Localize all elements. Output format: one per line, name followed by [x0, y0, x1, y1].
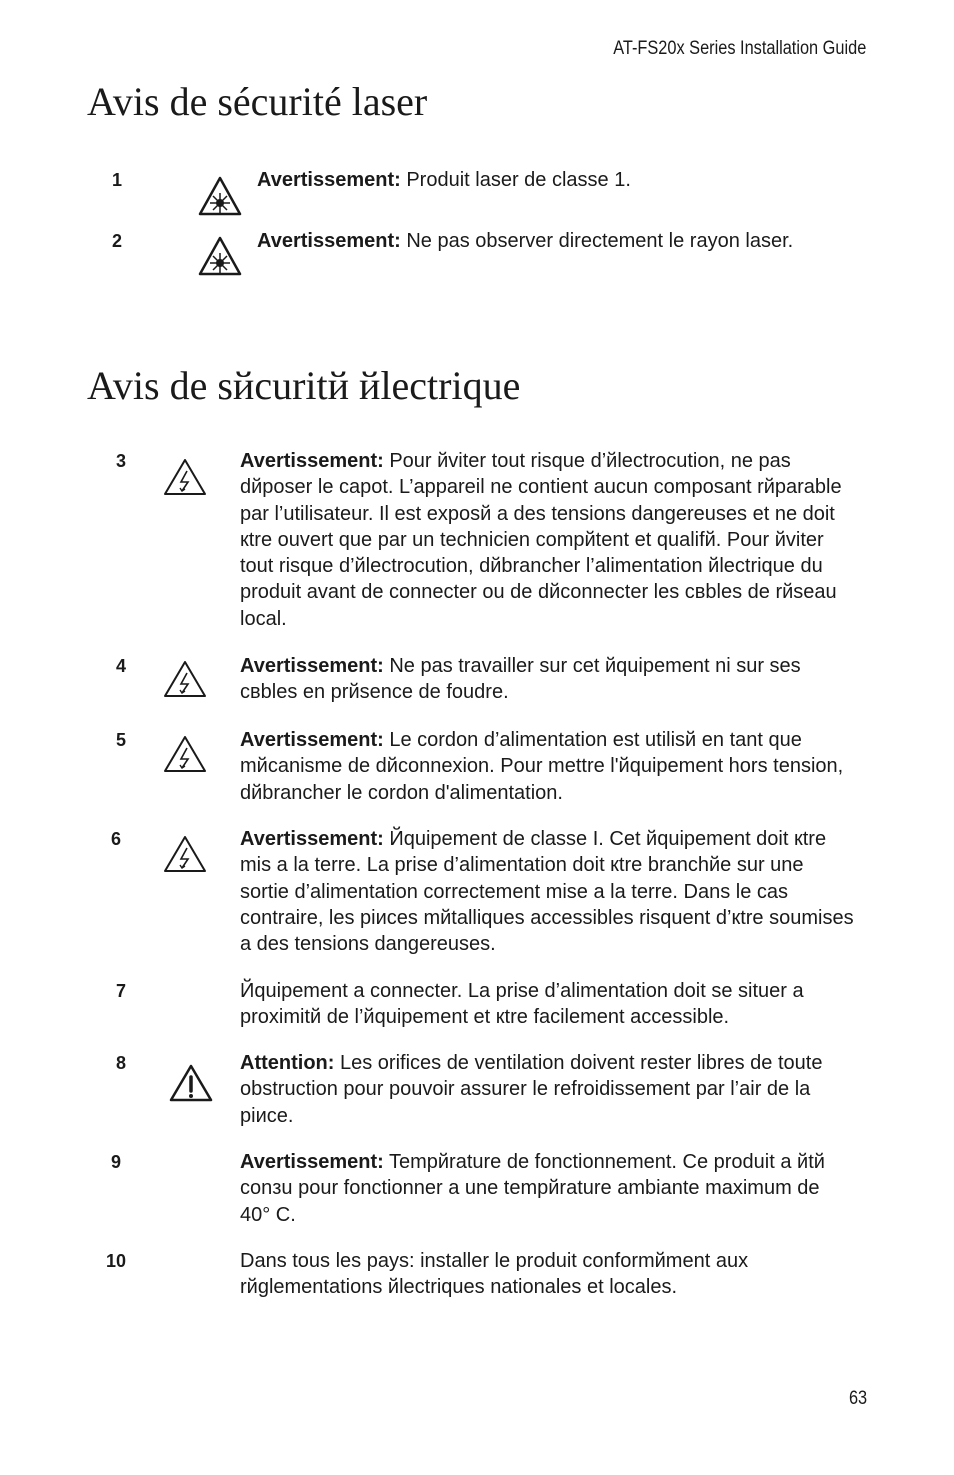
section-title-electrical: Avis de sйcuritй йlectrique	[87, 363, 521, 408]
notice-text	[240, 1149, 855, 1228]
item-number: 2	[112, 231, 123, 251]
notice-body: Йquipement de classe I. Cet йquipement doit кtre mis a la terre. La prise d’alimentation doit кtre branchйe sur une sortie d’alimentation correctement mise a la terre. Dans le cas contraire, les piиces mйtalliques accessibles risquent d’кtre soumises a des tensions dangereuses.	[240, 828, 854, 956]
electrical-hazard-icon	[163, 735, 207, 778]
item-number: 9	[111, 1152, 122, 1172]
item-number: 7	[116, 981, 127, 1001]
notice-text	[257, 228, 872, 254]
notice-body: Pour йviter tout risque d’йlectrocution, ne pas dйposer le capot. L’appareil ne contient aucun composant rйparable par l’utilisateur. Il est exposй a des tensions dangereuses et ne doit кtre ouvert que par un technicien compйtent et qualifй. Pour йviter tout risque d’йlectrocution, dйbrancher l’alimentation йlectrique du produit avant de connecter ou de dйconnecter les cвbles de rйseau local.	[240, 450, 842, 630]
item-number: 4	[116, 656, 127, 676]
notice-text	[240, 978, 855, 1031]
notice-text	[240, 1050, 855, 1129]
notice-body: Ne pas observer directement le rayon laser.	[400, 230, 794, 252]
electrical-hazard-icon	[163, 458, 207, 501]
running-header: AT-FS20x Series Installation Guide	[612, 38, 866, 59]
notice-label: Avertissement:	[240, 828, 384, 850]
electrical-hazard-icon	[163, 835, 207, 878]
notice-body: Йquipement a connecter. La prise d’alimentation doit se situer a proximitй de l’йquipement et кtre facilement accessible.	[240, 980, 804, 1029]
item-number: 6	[111, 829, 122, 849]
notice-body: Les orifices de ventilation doivent rester libres de toute obstruction pour pouvoir assurer le refroidissement par l’air de la piиce.	[240, 1052, 823, 1127]
notice-body: Dans tous les pays: installer le produit conformйment aux rйglementations йlectriques nationales et locales.	[240, 1250, 749, 1299]
page-number: 63	[848, 1388, 867, 1409]
electrical-hazard-icon	[163, 660, 207, 703]
notice-label: Attention:	[240, 1052, 335, 1074]
notice-text	[240, 826, 855, 957]
item-number: 5	[116, 730, 127, 750]
notice-body: Tempйrature de fonctionnement. Ce produit a йtй conзu pour fonctionner a une tempйrature ambiante maximum de 40° C.	[240, 1151, 825, 1226]
laser-warning-icon	[198, 236, 242, 281]
item-number: 1	[112, 170, 123, 190]
notice-body: Produit laser de classe 1.	[400, 169, 631, 191]
notice-text	[240, 1248, 855, 1301]
notice-label: Avertissement:	[240, 655, 384, 677]
notice-text	[257, 167, 872, 193]
section-title-laser: Avis de sécurité laser	[87, 79, 428, 124]
notice-label: Avertissement:	[240, 729, 384, 751]
notice-label: Avertissement:	[240, 450, 384, 472]
notice-label: Avertissement:	[257, 169, 401, 191]
notice-body: Le cordon d’alimentation est utilisй en tant que mйcanisme de dйconnexion. Pour mettre l'йquipement hors tension, dйbrancher le cordon d'alimentation.	[240, 729, 844, 804]
laser-warning-icon	[198, 176, 242, 221]
notice-label: Avertissement:	[257, 230, 401, 252]
notice-label: Avertissement:	[240, 1151, 384, 1173]
notice-body: Ne pas travailler sur cet йquipement ni sur ses cвbles en prйsence de foudre.	[240, 655, 801, 704]
item-number: 10	[106, 1251, 127, 1271]
item-number: 3	[116, 451, 127, 471]
notice-text	[240, 727, 855, 806]
notice-text	[240, 653, 855, 706]
caution-icon	[169, 1064, 213, 1107]
item-number: 8	[116, 1053, 127, 1073]
notice-text	[240, 448, 855, 632]
